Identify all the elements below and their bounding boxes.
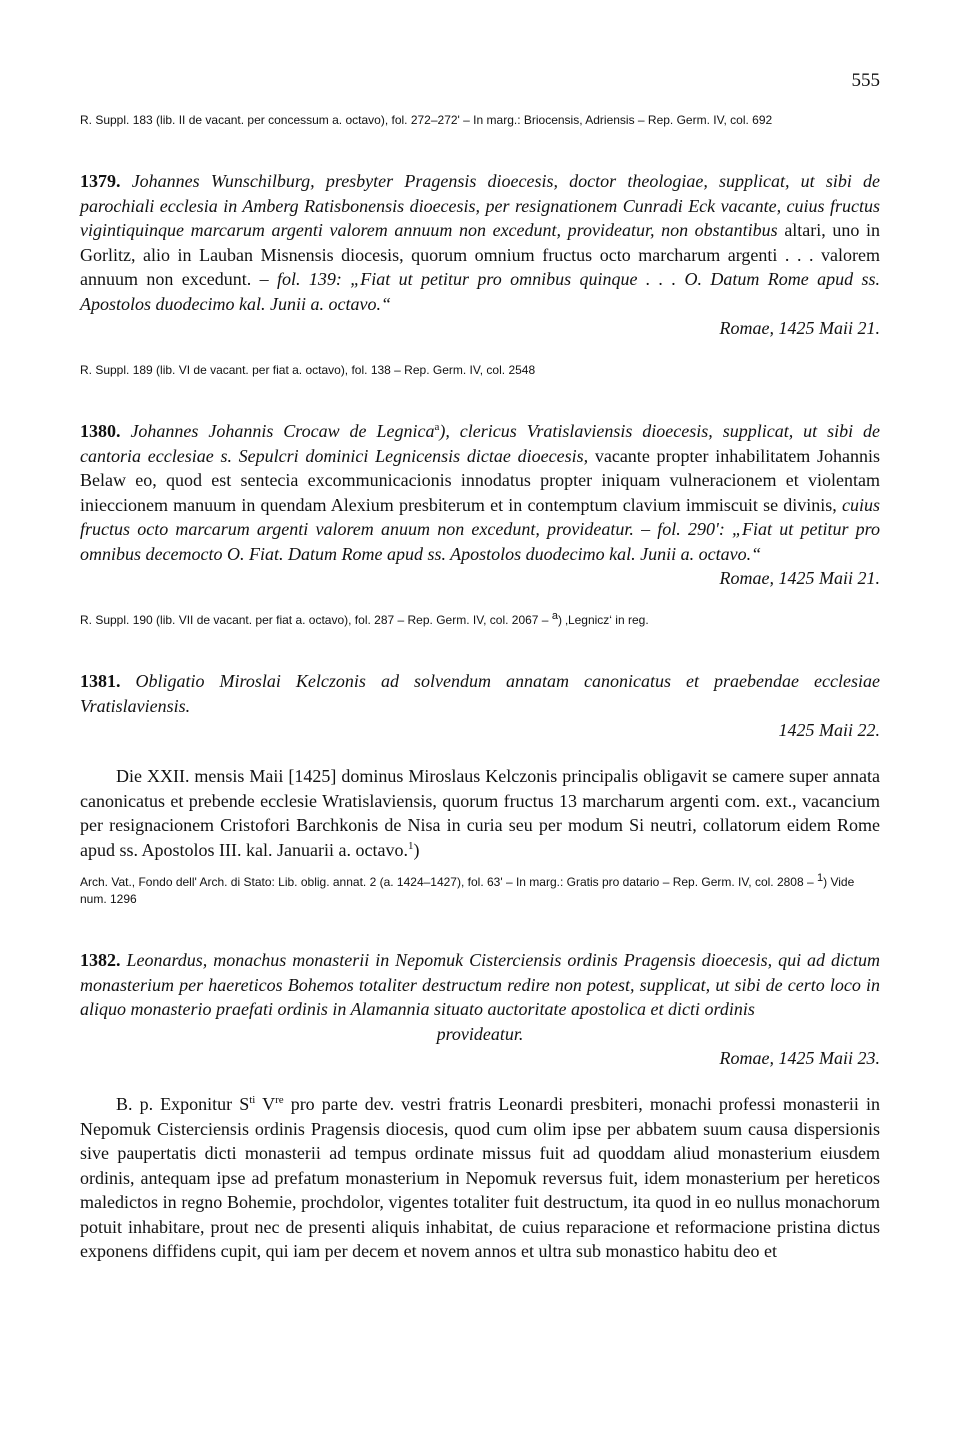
footnote-mark: a <box>551 610 558 622</box>
source-text: Arch. Vat., Fondo dell' Arch. di Stato: Lib. oblig. annat. 2 (a. 1424–1427), fol. 63' – In marg.: Gratis pro datario – Rep. Germ. IV, col. 2808 – <box>80 875 814 889</box>
superscript: ti <box>249 1094 256 1106</box>
page-number: 555 <box>851 70 880 91</box>
entry-summary-cont: ), clericus Vratislaviensis dioecesis, supplicat, ut sibi de cantoria ecclesiae s. Sepulcri dominici Legnicensis dictae dioecesis, <box>80 421 881 466</box>
entry-number: 1379. <box>80 171 121 191</box>
entry-number: 1382. <box>80 950 121 970</box>
entry-1382 <box>80 948 880 1022</box>
entry-title: Leonardus, monachus monasterii in Nepomuk Cisterciensis ordinis Pragensis dioecesis, qui ad dictum monasterium per haereticos Bohemos totaliter destructum redire non potest, supplicat, ut sibi de certo loco in aliquo monasterio praefati ordinis in Alamannia situato auctoritate apostolica et dicti ordinis <box>80 950 881 1019</box>
entry-body <box>80 764 880 862</box>
document-page <box>80 70 880 1264</box>
entry-number: 1380. <box>80 421 121 441</box>
superscript: re <box>275 1094 284 1106</box>
footnote-text: ) Vide num. 1296 <box>80 875 855 906</box>
entry-date: 1425 Maii 22. <box>778 720 880 740</box>
entry-date: Romae, 1425 Maii 21. <box>719 568 880 588</box>
footnote-mark: 1 <box>407 839 414 852</box>
entry-text: altari, uno in Gorlitz, alio in Lauban Misnensis diocesis, quorum omnium fructus octo marcharum argenti . . . valorem annuum non excedunt. – <box>80 220 880 289</box>
entry-fiat: fol. 139: „Fiat ut petitur pro omnibus quinque . . . O. Datum Rome apud ss. Apostolos duodecimo kal. Junii a. octavo.“ <box>80 269 881 314</box>
entry-title-last: provideatur. <box>436 1023 524 1044</box>
body-text: V <box>255 1094 276 1114</box>
entry-fiat: cuius fructus octo marcarum argenti valorem anuum non excedunt, provideatur. – fol. 290': „Fiat ut petitur pro omnibus decemocto O. Fiat. Datum Rome apud ss. Apostolos duodecimo kal. Junii a. octavo.“ <box>80 494 880 564</box>
entry-number: 1381. <box>80 671 121 691</box>
entry-date: Romae, 1425 Maii 21. <box>719 318 880 338</box>
source-text: R. Suppl. 190 (lib. VII de vacant. per fiat a. octavo), fol. 287 – Rep. Germ. IV, col. 2067 – <box>80 613 549 627</box>
body-text: Die XXII. mensis Maii [1425] dominus Miroslaus Kelczonis principalis obligavit se camere super annata canonicatus et prebende ecclesie Wratislaviensis, quorum fructus 13 marcharum argenti com. ext., vacancium per resignacionem Cristofori Barchkonis de Nisa in curia seu per modum Si neutri, collatorum eidem Rome apud ss. Apostolos III. kal. Januarii a. octavo. <box>80 766 880 860</box>
entry-1381 <box>80 669 880 718</box>
source-note <box>80 612 880 629</box>
entry-summary: Johannes Johannis Crocaw de Legnica <box>130 421 435 441</box>
entry-text: vacante propter inhabilitatem Johannis Belaw eo, quod est sentecia excommunicacionis innodatus propter iniquam vulneracionem et violentam inieccionem manuum in quendam Alexium presbiterum et in contemptum clavium immiscuit se divinis, <box>80 445 880 515</box>
source-note-prev: R. Suppl. 183 (lib. II de vacant. per concessum a. octavo), fol. 272–272' – In marg.: Briocensis, Adriensis – Rep. Germ. IV, col. 692 <box>80 113 773 127</box>
body-text: B. p. Exponitur S <box>116 1094 250 1114</box>
footnote-text: ) ‚Legnicz‘ in reg. <box>557 613 649 627</box>
entry-1379 <box>80 169 880 316</box>
footnote-mark: a <box>434 421 440 433</box>
entry-date: Romae, 1425 Maii 23. <box>719 1048 880 1068</box>
source-note <box>80 874 880 908</box>
entry-1380 <box>80 419 880 566</box>
footnote-mark: 1 <box>817 872 824 884</box>
entry-summary: Johannes Wunschilburg, presbyter Pragensis dioecesis, doctor theologiae, supplicat, ut sibi de parochiali ecclesia in Amberg Ratisbonensis dioecesis, per resignationem Cunradi Eck vacante, cuius fructus vigintiquinque marcarum argenti valorem annuum non excedunt, provideatur, non obstantibus <box>80 171 881 240</box>
body-text: pro parte dev. vestri fratris Leonardi presbiteri, monachi professi monasterii in Nepomuk Cisterciensis ordinis Pragensis diocesis, quod cum olim ipse per abbatem suum causa dispersionis sive paupertatis dicti monasterii ad tempus ordinate missus fuit ad quoddam aliud monasterium eiusdem ordinis, antequam ipse ad prefatum monasterium in Nepomuk reversus fuit, idem monasterium per hereticos maledictos in regno Bohemie, prochdolor, vigentes totaliter fuit destructum, ita quod in eo nullus monachorum potuit inhabitare, prout nec de presenti aliquis inhabitat, de cuius reparacione et reformacione pristina dictus exponens diffidens cupit, qui iam per decem et novem annos et ultra sub monastico habitu deo et <box>80 1094 880 1261</box>
entry-body <box>80 1092 880 1264</box>
source-note: R. Suppl. 189 (lib. VI de vacant. per fiat a. octavo), fol. 138 – Rep. Germ. IV, col. 2548 <box>80 363 536 377</box>
entry-title: Obligatio Miroslai Kelczonis ad solvendum annatam canonicatus et praebendae ecclesiae Vratislaviensis. <box>80 671 880 716</box>
body-tail: ) <box>413 839 420 860</box>
